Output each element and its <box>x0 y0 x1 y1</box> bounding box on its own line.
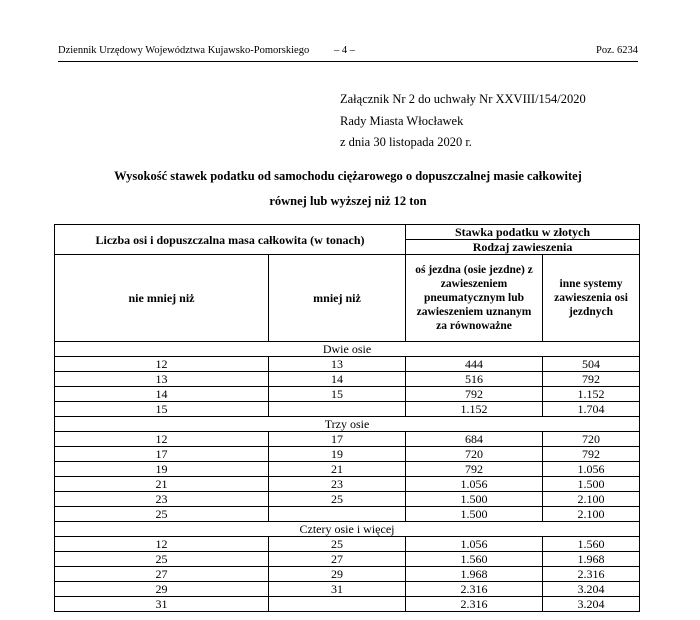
table-row <box>55 357 640 372</box>
annex-line: Rady Miasta Włocławek <box>340 113 464 128</box>
pneumatic-rate-cell: 792 <box>406 387 543 402</box>
pneumatic-rate-cell: 1.500 <box>406 492 543 507</box>
axle-group-row <box>55 417 640 432</box>
other-rate-cell: 1.500 <box>543 477 640 492</box>
min-mass-cell: 29 <box>55 582 269 597</box>
other-rate-cell: 3.204 <box>543 597 640 612</box>
max-mass-cell: 29 <box>269 567 406 582</box>
min-mass-cell: 27 <box>55 567 269 582</box>
min-mass-cell: 12 <box>55 432 269 447</box>
pneumatic-rate-cell: 516 <box>406 372 543 387</box>
min-mass-cell: 13 <box>55 372 269 387</box>
max-mass-cell <box>269 402 406 417</box>
pneumatic-rate-cell: 720 <box>406 447 543 462</box>
page-header <box>58 43 638 62</box>
max-mass-cell: 15 <box>269 387 406 402</box>
position-number: Poz. 6234 <box>596 45 638 56</box>
pneumatic-rate-cell: 792 <box>406 462 543 477</box>
max-mass-cell: 19 <box>269 447 406 462</box>
min-mass-cell: 14 <box>55 387 269 402</box>
other-rate-cell: 1.704 <box>543 402 640 417</box>
max-mass-header: mniej niż <box>269 255 406 342</box>
min-mass-cell: 17 <box>55 447 269 462</box>
min-mass-header: nie mniej niż <box>55 255 269 342</box>
other-rate-cell: 720 <box>543 432 640 447</box>
pneumatic-rate-cell: 1.560 <box>406 552 543 567</box>
min-mass-cell: 12 <box>55 357 269 372</box>
pneumatic-rate-cell: 1.056 <box>406 537 543 552</box>
document-title <box>58 164 638 214</box>
tax-rate-table <box>54 224 640 612</box>
pneumatic-rate-cell: 2.316 <box>406 597 543 612</box>
annex-reference <box>340 89 586 154</box>
max-mass-cell: 31 <box>269 582 406 597</box>
other-rate-cell: 1.152 <box>543 387 640 402</box>
min-mass-cell: 21 <box>55 477 269 492</box>
pneumatic-rate-cell: 444 <box>406 357 543 372</box>
max-mass-cell: 23 <box>269 477 406 492</box>
other-rate-cell: 2.100 <box>543 492 640 507</box>
other-rate-cell: 1.560 <box>543 537 640 552</box>
table-row <box>55 462 640 477</box>
min-mass-cell: 31 <box>55 597 269 612</box>
axles-mass-header: Liczba osi i dopuszczalna masa całkowita (w tonach) <box>55 225 406 255</box>
table-row <box>55 387 640 402</box>
table-row <box>55 372 640 387</box>
rate-header: Stawka podatku w złotych <box>406 225 640 240</box>
title-line: Wysokość stawek podatku od samochodu ciężarowego o dopuszczalnej masie całkowitej <box>114 169 582 183</box>
other-rate-cell: 792 <box>543 447 640 462</box>
min-mass-cell: 25 <box>55 552 269 567</box>
max-mass-cell: 25 <box>269 492 406 507</box>
max-mass-cell <box>269 507 406 522</box>
max-mass-cell <box>269 597 406 612</box>
table-row <box>55 582 640 597</box>
max-mass-cell: 27 <box>269 552 406 567</box>
journal-name: Dziennik Urzędowy Województwa Kujawsko-Pomorskiego <box>58 45 310 56</box>
axle-group-label: Cztery osie i więcej <box>55 522 640 537</box>
min-mass-cell: 12 <box>55 537 269 552</box>
other-suspension-header: inne systemy zawieszenia osi jezdnych <box>543 255 640 342</box>
other-rate-cell: 1.968 <box>543 552 640 567</box>
axle-group-label: Dwie osie <box>55 342 640 357</box>
max-mass-cell: 14 <box>269 372 406 387</box>
annex-line: z dnia 30 listopada 2020 r. <box>340 135 472 149</box>
page-number: – 4 – <box>334 45 355 56</box>
pneumatic-suspension-header: oś jezdna (osie jezdne) z zawieszeniem pneumatycznym lub zawieszeniem uznanym za równoważne <box>406 255 543 342</box>
table-row <box>55 567 640 582</box>
table-row <box>55 492 640 507</box>
suspension-header: Rodzaj zawieszenia <box>406 240 640 255</box>
max-mass-cell: 17 <box>269 432 406 447</box>
axle-group-row <box>55 522 640 537</box>
min-mass-cell: 23 <box>55 492 269 507</box>
table-row <box>55 432 640 447</box>
annex-line: Załącznik Nr 2 do uchwały Nr XXVIII/154/2020 <box>340 92 586 106</box>
other-rate-cell: 504 <box>543 357 640 372</box>
table-row <box>55 477 640 492</box>
axle-group-label: Trzy osie <box>55 417 640 432</box>
table-row <box>55 597 640 612</box>
pneumatic-rate-cell: 1.056 <box>406 477 543 492</box>
other-rate-cell: 1.056 <box>543 462 640 477</box>
pneumatic-rate-cell: 1.500 <box>406 507 543 522</box>
table-row <box>55 447 640 462</box>
title-line: równej lub wyższej niż 12 ton <box>269 194 427 208</box>
max-mass-cell: 13 <box>269 357 406 372</box>
max-mass-cell: 21 <box>269 462 406 477</box>
pneumatic-rate-cell: 1.152 <box>406 402 543 417</box>
table-row <box>55 402 640 417</box>
table-row <box>55 507 640 522</box>
min-mass-cell: 25 <box>55 507 269 522</box>
other-rate-cell: 3.204 <box>543 582 640 597</box>
other-rate-cell: 2.316 <box>543 567 640 582</box>
pneumatic-rate-cell: 684 <box>406 432 543 447</box>
other-rate-cell: 792 <box>543 372 640 387</box>
min-mass-cell: 19 <box>55 462 269 477</box>
max-mass-cell: 25 <box>269 537 406 552</box>
table-row <box>55 537 640 552</box>
axle-group-row <box>55 342 640 357</box>
min-mass-cell: 15 <box>55 402 269 417</box>
table-row <box>55 552 640 567</box>
other-rate-cell: 2.100 <box>543 507 640 522</box>
pneumatic-rate-cell: 1.968 <box>406 567 543 582</box>
pneumatic-rate-cell: 2.316 <box>406 582 543 597</box>
